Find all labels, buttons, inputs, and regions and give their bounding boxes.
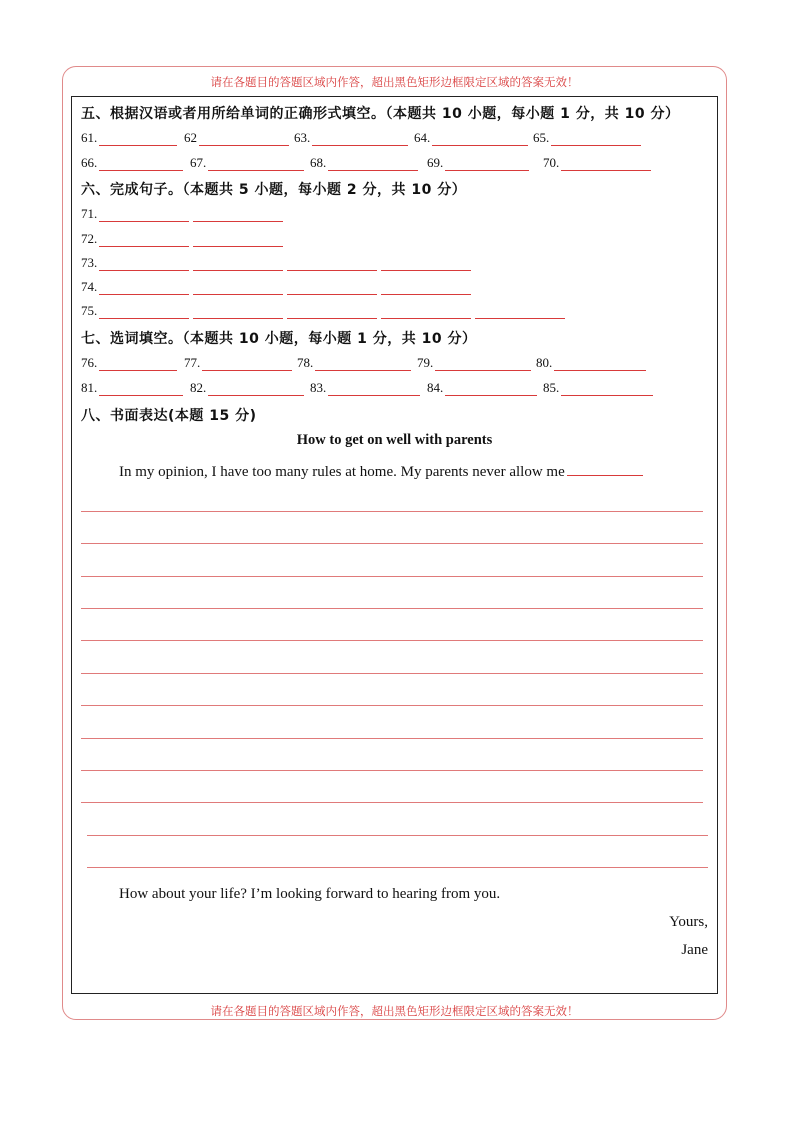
item-number: 75.	[81, 303, 98, 318]
item-number: 67.	[190, 155, 207, 170]
writing-line[interactable]	[81, 673, 703, 674]
answer-item[interactable]	[533, 130, 641, 146]
item-number: 78.	[297, 355, 314, 370]
answer-blank[interactable]	[328, 156, 418, 171]
answer-blank[interactable]	[381, 304, 471, 319]
answer-item[interactable]	[417, 355, 531, 371]
answer-blank[interactable]	[381, 256, 471, 271]
answer-item[interactable]	[81, 206, 283, 222]
answer-blank[interactable]	[202, 356, 292, 371]
writing-line[interactable]	[87, 867, 708, 868]
answer-blank[interactable]	[287, 280, 377, 295]
answer-item[interactable]	[310, 380, 420, 396]
section-8-title: 八、书面表达(本题 15 分)	[81, 408, 257, 424]
answer-item[interactable]	[310, 155, 418, 171]
warning-top: 请在各题目的答题区域内作答，超出黑色矩形边框限定区域的答案无效！	[210, 75, 579, 89]
answer-blank[interactable]	[193, 280, 283, 295]
answer-item[interactable]	[81, 279, 471, 295]
answer-blank[interactable]	[475, 304, 565, 319]
item-number: 66.	[81, 155, 98, 170]
item-number: 83.	[310, 380, 327, 395]
answer-item[interactable]	[427, 155, 529, 171]
writing-line[interactable]	[81, 802, 703, 803]
item-number: 81.	[81, 380, 98, 395]
answer-blank[interactable]	[193, 256, 283, 271]
item-number: 79.	[417, 355, 434, 370]
writing-line[interactable]	[81, 640, 703, 641]
item-number: 71.	[81, 206, 98, 221]
answer-item[interactable]	[184, 355, 292, 371]
answer-blank[interactable]	[567, 460, 643, 476]
answer-blank[interactable]	[99, 131, 177, 146]
answer-blank[interactable]	[432, 131, 528, 146]
answer-blank[interactable]	[287, 256, 377, 271]
answer-blank[interactable]	[99, 356, 177, 371]
answer-blank[interactable]	[435, 356, 531, 371]
answer-blank[interactable]	[193, 232, 283, 247]
writing-line[interactable]	[81, 705, 703, 706]
writing-line[interactable]	[81, 770, 703, 771]
answer-item[interactable]	[81, 380, 183, 396]
answer-item[interactable]	[543, 155, 651, 171]
answer-item[interactable]	[184, 130, 289, 146]
answer-blank[interactable]	[561, 156, 651, 171]
item-number: 63.	[294, 130, 311, 145]
warning-bottom: 请在各题目的答题区域内作答，超出黑色矩形边框限定区域的答案无效！	[210, 1004, 579, 1018]
section-6-title: 六、完成句子。（本题共 5 小题，每小题 2 分，共 10 分）	[81, 182, 467, 198]
answer-item[interactable]	[81, 155, 183, 171]
item-number: 62	[184, 130, 197, 145]
item-number: 64.	[414, 130, 431, 145]
answer-item[interactable]	[81, 130, 177, 146]
answer-blank[interactable]	[551, 131, 641, 146]
essay-title: How to get on well with parents	[296, 432, 493, 448]
item-number: 68.	[310, 155, 327, 170]
answer-blank[interactable]	[99, 156, 183, 171]
answer-blank[interactable]	[554, 356, 646, 371]
essay-closing: How about your life? I’m looking forward to hearing from you.	[119, 886, 501, 902]
writing-line[interactable]	[81, 543, 703, 544]
item-number: 69.	[427, 155, 444, 170]
section-5-title: 五、根据汉语或者用所给单词的正确形式填空。（本题共 10 小题，每小题 1 分，共 10 分）	[81, 106, 680, 122]
answer-item[interactable]	[81, 231, 283, 247]
signature: Jane	[681, 942, 708, 958]
item-number: 70.	[543, 155, 560, 170]
answer-item[interactable]	[190, 380, 304, 396]
writing-line[interactable]	[81, 608, 703, 609]
item-number: 77.	[184, 355, 201, 370]
sign-off: Yours,	[669, 914, 708, 930]
item-number: 73.	[81, 255, 98, 270]
item-number: 65.	[533, 130, 550, 145]
item-number: 61.	[81, 130, 98, 145]
answer-blank[interactable]	[208, 381, 304, 396]
answer-blank[interactable]	[445, 156, 529, 171]
answer-blank[interactable]	[315, 356, 411, 371]
answer-blank[interactable]	[193, 304, 283, 319]
item-number: 72.	[81, 231, 98, 246]
item-number: 84.	[427, 380, 444, 395]
answer-blank[interactable]	[99, 256, 189, 271]
item-number: 80.	[536, 355, 553, 370]
answer-item[interactable]	[81, 355, 177, 371]
section-7-title: 七、选词填空。（本题共 10 小题，每小题 1 分，共 10 分）	[81, 331, 477, 347]
answer-blank[interactable]	[381, 280, 471, 295]
answer-blank[interactable]	[99, 304, 189, 319]
answer-blank[interactable]	[193, 207, 283, 222]
answer-item[interactable]	[427, 380, 537, 396]
answer-blank[interactable]	[99, 232, 189, 247]
answer-item[interactable]	[190, 155, 304, 171]
essay-opening-text: In my opinion, I have too many rules at home. My parents never allow me	[119, 464, 565, 480]
item-number: 85.	[543, 380, 560, 395]
item-number: 74.	[81, 279, 98, 294]
item-number: 76.	[81, 355, 98, 370]
writing-line[interactable]	[81, 511, 703, 512]
answer-blank[interactable]	[99, 280, 189, 295]
answer-item[interactable]	[536, 355, 646, 371]
essay-opening	[119, 460, 643, 481]
answer-blank[interactable]	[312, 131, 408, 146]
answer-item[interactable]	[81, 255, 471, 271]
item-number: 82.	[190, 380, 207, 395]
answer-item[interactable]	[414, 130, 528, 146]
answer-blank[interactable]	[208, 156, 304, 171]
answer-blank[interactable]	[328, 381, 420, 396]
writing-line[interactable]	[87, 835, 708, 836]
answer-blank[interactable]	[561, 381, 653, 396]
writing-line[interactable]	[81, 576, 703, 577]
answer-blank[interactable]	[99, 207, 189, 222]
answer-blank[interactable]	[287, 304, 377, 319]
answer-blank[interactable]	[199, 131, 289, 146]
answer-item[interactable]	[543, 380, 653, 396]
answer-blank[interactable]	[99, 381, 183, 396]
writing-line[interactable]	[81, 738, 703, 739]
answer-item[interactable]	[297, 355, 411, 371]
answer-item[interactable]	[294, 130, 408, 146]
answer-blank[interactable]	[445, 381, 537, 396]
answer-item[interactable]	[81, 303, 565, 319]
